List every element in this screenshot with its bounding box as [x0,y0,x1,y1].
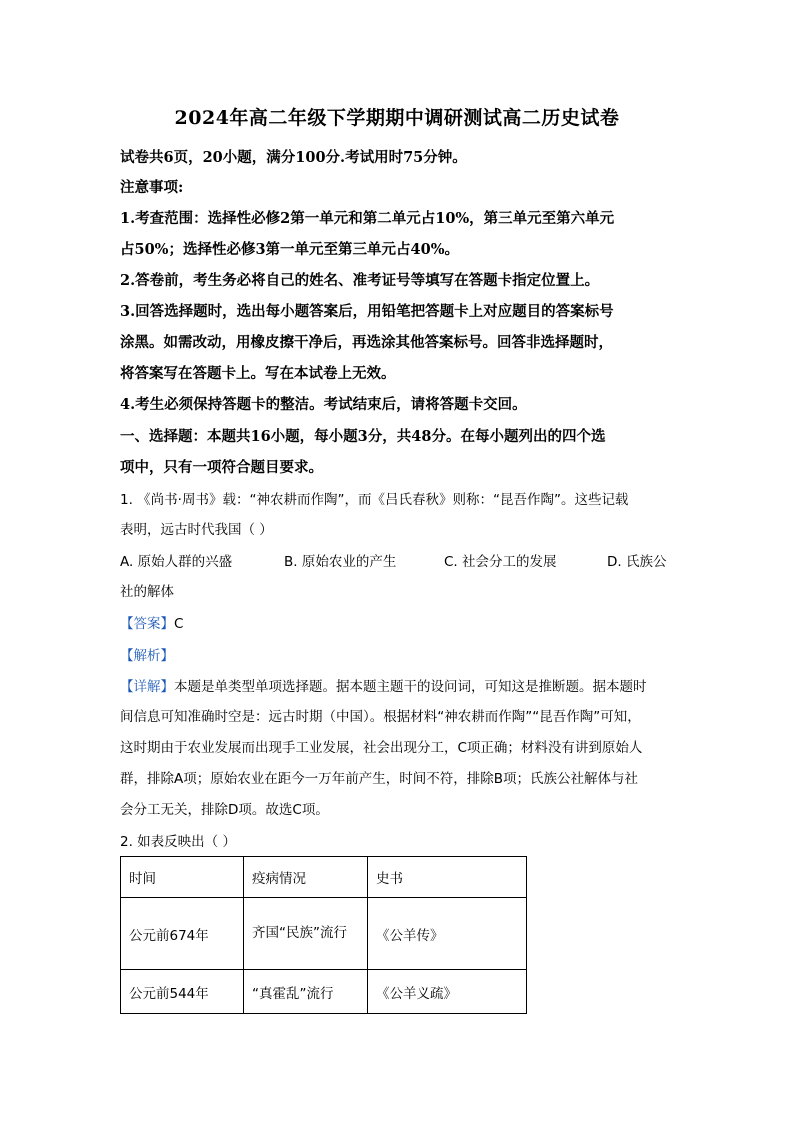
detail-line: 间信息可知准确时空是：远古时期（中国）。根据材料“神农耕而作陶”“昆吾作陶”可知， [120,709,641,725]
detail-text: 本题是单类型单项选择题。据本题主题干的设问词，可知这是推断题。据本题时 [174,679,647,695]
exam-intro: 试卷共6页，20小题，满分100分.考试用时75分钟。 [120,149,467,166]
table-header-cell: 时间 [121,857,244,898]
detail-line: 这时期由于农业发展而出现手工业发展，社会出现分工，C项正确；材料没有讲到原始人 [120,740,643,756]
option-b: B. 原始农业的产生 [284,554,397,570]
notice-line: 将答案写在答题卡上。写在本试卷上无效。 [120,365,396,382]
section-heading: 项中，只有一项符合题目要求。 [120,459,323,476]
answer-value: C [174,616,184,632]
table-cell: 《公羊义疏》 [368,970,527,1014]
table-cell: 公元前674年 [121,898,244,970]
table-cell: 《公羊传》 [368,898,527,970]
detail-label: 【详解】 [120,679,174,695]
option-d-continued: 社的解体 [120,584,174,600]
notice-heading: 注意事项: [120,179,184,196]
detail-line: 群，排除A项；原始农业在距今一万年前产生，时间不符，排除B项；氏族公社解体与社 [120,771,638,787]
question-1-stem: 表明，远古时代我国（ ） [120,522,273,538]
detail-line: 会分工无关，排除D项。故选C项。 [120,802,329,818]
table-cell: 公元前544年 [121,970,244,1014]
notice-line: 1.考查范围：选择性必修2第一单元和第二单元占10%，第三单元至第六单元 [120,210,615,227]
table-row [121,898,527,970]
question-1-stem: 1. 《尚书·周书》载：“神农耕而作陶”，而《吕氏春秋》则称：“昆吾作陶”。这些记载 [120,492,629,508]
table-header-cell: 史书 [368,857,527,898]
page-title: 2024年高二年级下学期期中调研测试高二历史试卷 [174,107,620,129]
table-cell: 齐国“民族”流行 [244,898,368,970]
epidemic-table [120,856,527,1014]
question-2-stem: 2. 如表反映出（ ） [120,834,236,850]
option-d: D. 氏族公 [607,554,667,570]
table-cell: “真霍乱”流行 [244,970,368,1014]
notice-line: 2.答卷前，考生务必将自己的姓名、准考证号等填写在答题卡指定位置上。 [120,272,600,289]
detail-line [120,675,647,695]
option-a: A. 原始人群的兴盛 [120,554,233,570]
notice-line: 占50%；选择性必修3第一单元至第三单元占40%。 [120,241,459,258]
answer-line [120,612,183,632]
analysis-label: 【解析】 [120,648,174,664]
answer-label: 【答案】 [120,616,174,632]
table-header-row [121,857,527,898]
section-heading: 一、选择题：本题共16小题，每小题3分，共48分。在每小题列出的四个选 [120,428,606,445]
notice-line: 涂黑。如需改动，用橡皮擦干净后，再选涂其他答案标号。回答非选择题时， [120,334,613,351]
notice-line: 3.回答选择题时，选出每小题答案后，用铅笔把答题卡上对应题目的答案标号 [120,303,614,320]
table-row [121,970,527,1014]
notice-line: 4.考生必须保持答题卡的整洁。考试结束后，请将答题卡交回。 [120,396,527,413]
option-c: C. 社会分工的发展 [444,554,557,570]
table-header-cell: 疫病情况 [244,857,368,898]
